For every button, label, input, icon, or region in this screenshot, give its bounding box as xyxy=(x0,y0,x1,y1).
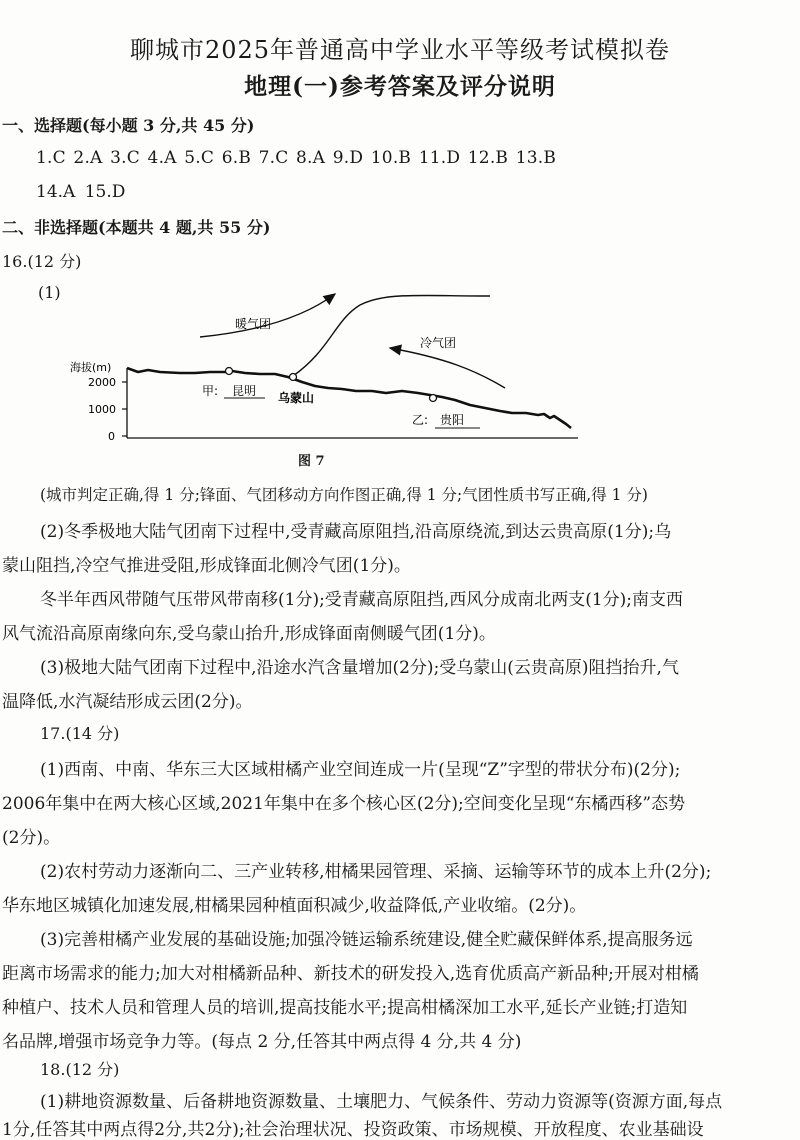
q16-scoring-note: (城市判定正确,得 1 分;锋面、气团移动方向作图正确,得 1 分;气团性质书写正确,得 1 分) xyxy=(40,486,648,504)
q18-header: 18.(12 分) xyxy=(40,1060,120,1079)
jia-label: 甲: xyxy=(202,384,219,398)
answers-line-2: 14.A 15.D xyxy=(36,182,126,202)
q17-p1-line1: (1)西南、中南、华东三大区域柑橘产业空间连成一片(呈现“Z”字型的带状分布)(2分); xyxy=(40,760,681,780)
kunming-marker xyxy=(226,368,233,375)
front-line xyxy=(293,295,490,376)
guiyang-marker xyxy=(430,395,437,402)
guiyang-label: 贵阳 xyxy=(440,413,465,427)
document-title: 聊城市2025年普通高中学业水平等级考试模拟卷 xyxy=(129,36,671,64)
q16-p2b-line2: 风气流沿高原南缘向东,受乌蒙山抬升,形成锋面南侧暖气团(1分)。 xyxy=(2,624,496,644)
wumeng-label: 乌蒙山 xyxy=(278,391,315,405)
tick-1000: 1000 xyxy=(88,403,116,416)
q16-p2b-line1: 冬半年西风带随气压带风带南移(1分);受青藏高原阻挡,西风分成南北两支(1分);南支西 xyxy=(40,590,684,610)
y-axis-label: 海拔(m) xyxy=(70,361,112,374)
kunming-label: 昆明 xyxy=(232,384,257,398)
tick-0: 0 xyxy=(108,430,115,443)
q18-p1-line1: (1)耕地资源数量、后备耕地资源数量、土壤肥力、气候条件、劳动力资源等(资源方面,每点 xyxy=(40,1092,723,1112)
q17-p2-line1: (2)农村劳动力逐渐向二、三产业转移,柑橘果园管理、采摘、运输等环节的成本上升(2分); xyxy=(40,862,712,882)
q17-p3-line4: 名品牌,增强市场竞争力等。(每点 2 分,任答其中两点得 4 分,共 4 分) xyxy=(2,1032,522,1052)
q16-header: 16.(12 分) xyxy=(2,252,82,271)
q16-p2-line2: 蒙山阻挡,冷空气推进受阻,形成锋面北侧冷气团(1分)。 xyxy=(2,556,411,576)
document-subtitle: 地理(一)参考答案及评分说明 xyxy=(244,73,556,100)
figure-7-caption: 图 7 xyxy=(298,454,325,469)
q17-p3-line1: (3)完善柑橘产业发展的基础设施;加强冷链运输系统建设,健全贮藏保鲜体系,提高服务远 xyxy=(40,930,693,950)
q17-header: 17.(14 分) xyxy=(40,724,120,743)
q17-p2-line2: 华东地区城镇化加速发展,柑橘果园种植面积减少,收益降低,产业收缩。(2分)。 xyxy=(2,896,587,916)
cold-air-arrow xyxy=(390,348,505,388)
q16-p3-line2: 温降低,水汽凝结形成云团(2分)。 xyxy=(2,692,253,712)
yi-label: 乙: xyxy=(412,413,429,427)
answers-line-1: 1.C 2.A 3.C 4.A 5.C 6.B 7.C 8.A 9.D 10.B 11.D 12.B 13.B xyxy=(36,148,557,168)
section1-heading: 一、选择题(每小题 3 分,共 45 分) xyxy=(2,116,255,135)
q17-p1-line3: (2分)。 xyxy=(2,828,61,848)
section2-heading: 二、非选择题(本题共 4 题,共 55 分) xyxy=(2,218,271,237)
warm-air-label: 暖气团 xyxy=(235,317,272,331)
terrain-profile xyxy=(127,368,571,428)
q16-p3-line1: (3)极地大陆气团南下过程中,沿途水汽含量增加(2分);受乌蒙山(云贵高原)阻挡抬升,气 xyxy=(40,658,679,678)
front-point-marker xyxy=(290,374,297,381)
figure-7-diagram xyxy=(60,280,580,470)
q18-p1-line2: 1分,任答其中两点得2分,共2分);社会治理状况、投资政策、市场规模、开放程度、农业基础设 xyxy=(2,1120,704,1140)
cold-air-label: 冷气团 xyxy=(420,336,457,350)
q17-p3-line3: 种植户、技术人员和管理人员的培训,提高技能水平;提高柑橘深加工水平,延长产业链;打造知 xyxy=(2,998,688,1018)
q16-p2-line1: (2)冬季极地大陆气团南下过程中,受青藏高原阻挡,沿高原绕流,到达云贵高原(1分);乌 xyxy=(40,522,672,542)
q17-p3-line2: 距离市场需求的能力;加大对柑橘新品种、新技术的研发投入,选育优质高产新品种;开展对柑橘 xyxy=(2,964,699,984)
tick-2000: 2000 xyxy=(88,376,116,389)
q17-p1-line2: 2006年集中在两大核心区域,2021年集中在多个核心区(2分);空间变化呈现“东橘西移”态势 xyxy=(2,794,686,814)
q16-part1-label: (1) xyxy=(38,283,61,302)
